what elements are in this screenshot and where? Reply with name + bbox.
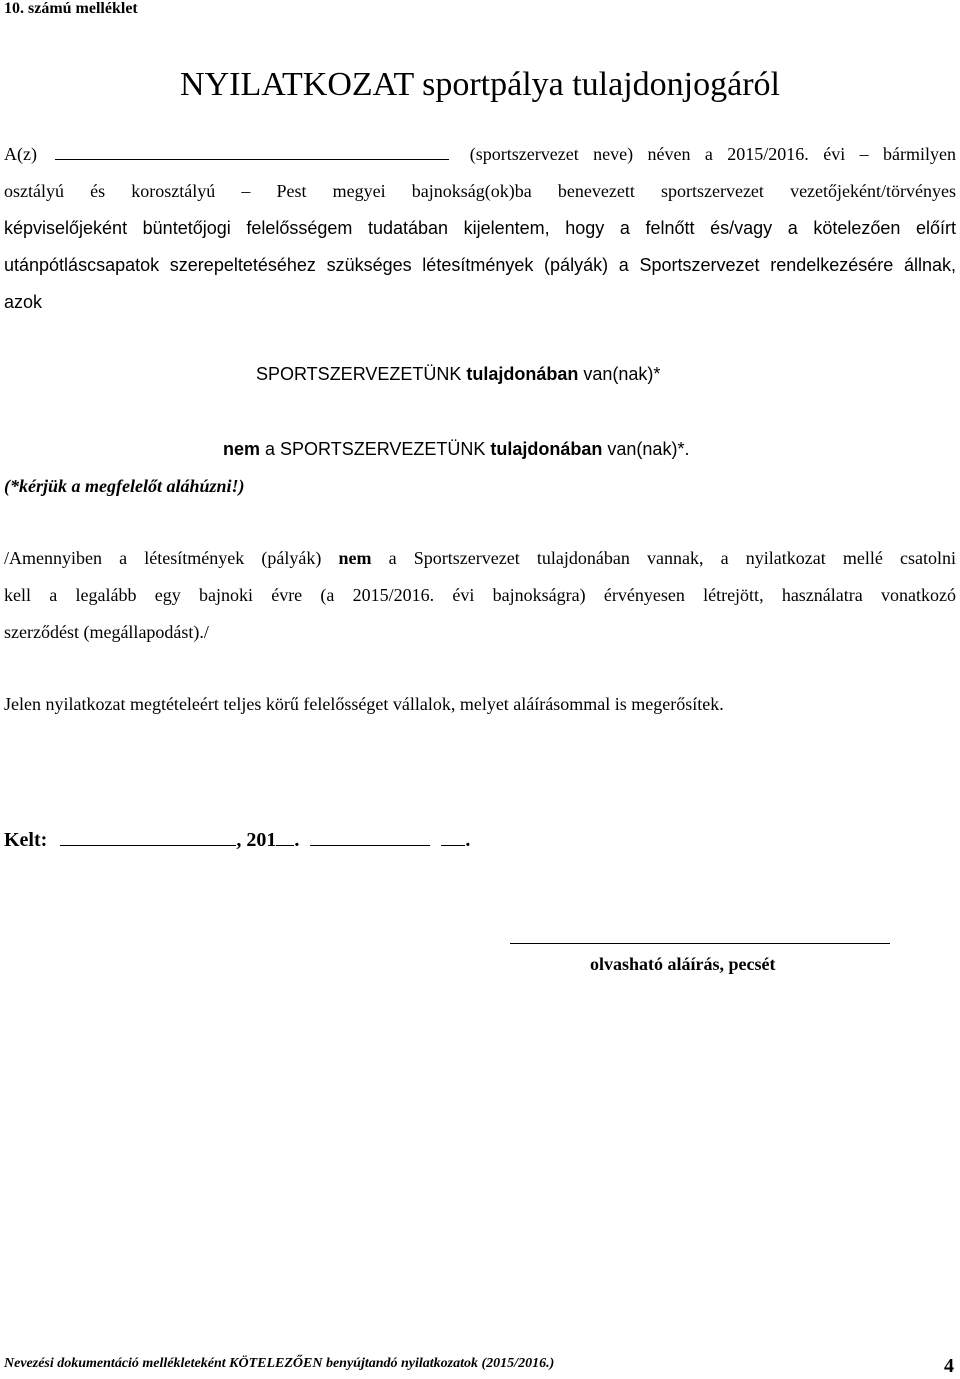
date-year-blank [276, 844, 294, 846]
signature-line [510, 943, 890, 944]
option-not-owned: nem a SPORTSZERVEZETÜNK tulajdonában van(nak)*. [223, 439, 690, 459]
page-title: NYILATKOZAT sportpálya tulajdonjogáról [180, 66, 780, 103]
option-owned: SPORTSZERVEZETÜNK tulajdonában van(nak)* [256, 364, 661, 384]
intro-line-2: osztályú és korosztályú – Pest megyei bajnokság(ok)ba benevezett sportszervezet vezetőjeként/törvényes [4, 181, 956, 201]
date-month-blank [310, 844, 430, 846]
date-day-blank [441, 844, 465, 846]
intro-line-3: képviselőjeként büntetőjogi felelősségem tudatában kijelentem, hogy a felnőtt és/vagy a kötelezően előírt [4, 218, 956, 238]
responsibility-statement: Jelen nyilatkozat megtételeért teljes körű felelősséget vállalok, melyet aláírásommal is megerősítek. [4, 694, 724, 714]
intro-line-5: azok [4, 292, 43, 312]
date-label: Kelt: [4, 829, 48, 851]
underline-note: (*kérjük a megfelelőt aláhúzni!) [4, 476, 245, 496]
annex-label: 10. számú melléklet [4, 0, 138, 17]
condition-line-3: szerződést (megállapodást)./ [4, 622, 209, 642]
footer-text: Nevezési dokumentáció mellékleteként KÖTELEZŐEN benyújtandó nyilatkozatok (2015/2016.) [4, 1356, 555, 1371]
sportszervezet-name-blank [55, 158, 449, 160]
signature-label: olvasható aláírás, pecsét [590, 954, 776, 974]
date-place-blank [60, 844, 236, 846]
page-number: 4 [944, 1355, 954, 1377]
condition-line-2: kell a legalább egy bajnoki évre (a 2015/2016. évi bajnokságra) érvényesen létrejött, használatra vonatkozó [4, 585, 956, 605]
condition-line-1: /Amennyiben a létesítmények (pályák) nem a Sportszervezet tulajdonában vannak, a nyilatkozat mellé csatolni [4, 548, 956, 568]
intro-prefix: A(z) [4, 144, 37, 164]
intro-line-4: utánpótláscsapatok szerepeltetéséhez szükséges létesítmények (pályák) a Sportszervezet rendelkezésére állnak, [4, 255, 956, 275]
intro-line-1-suffix: (sportszervezet neve) néven a 2015/2016. évi – bármilyen [469, 144, 956, 164]
date-line: Kelt: , 201 . . [4, 829, 471, 851]
intro-line-1 [4, 144, 956, 165]
